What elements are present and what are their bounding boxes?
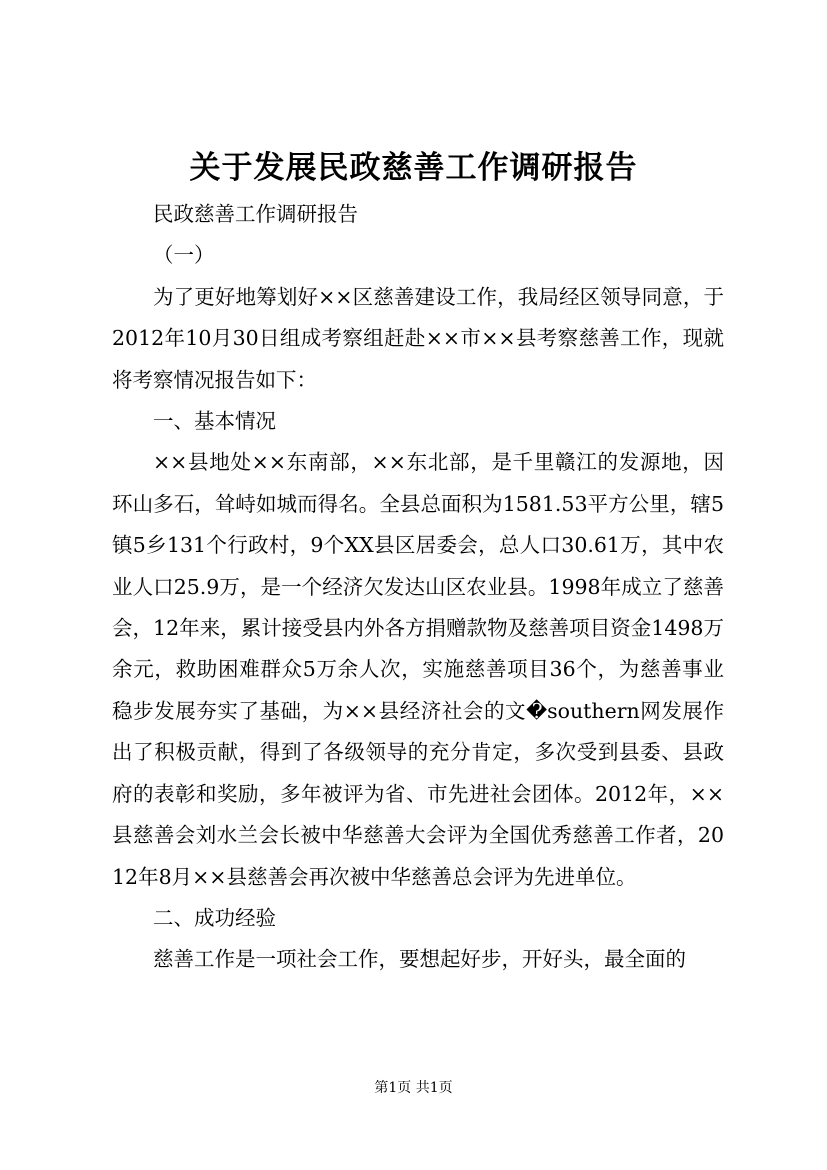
- heading-success-experience: 二、成功经验: [153, 905, 276, 930]
- document-title: 关于发展民政慈善工作调研报告: [189, 150, 638, 186]
- paragraph-basic-situation: ××县地处××东南部，××东北部，是千里赣江的发源地，因环山多石，耸峙如城而得名。全县总面积为1581.53平方公里，辖5镇5乡131个行政村，9个XX县区居委会，总人口30.61万，其中农业人口25.9万，是一个经济欠发达山区农业县。1998年成立了慈善会，12年来，累计接受县内外各方捐赠款物及慈善项目资金1498万余元，救助困难群众5万余人次，实施慈善项目36个，为慈善事业稳步发展夯实了基础，为××县经济社会的文�southern网发展作出了积极贡献，得到了各级领导的充分肯定，多次受到县委、县政府的表彰和奖励，多年被评为省、市先进社会团体。2012年，××县慈善会刘水兰会长被中华慈善大会评为全国优秀慈善工作者，2012年8月××县慈善会再次被中华慈善总会评为先进单位。: [112, 450, 724, 889]
- document-body: [112, 194, 724, 981]
- heading-basic-situation: 一、基本情况: [153, 409, 276, 434]
- paragraph-success-experience: 慈善工作是一项社会工作，要想起好步，开好头，最全面的: [153, 947, 686, 972]
- paragraph-section-number: （一）: [153, 243, 215, 268]
- paragraph-intro: 为了更好地筹划好××区慈善建设工作，我局经区领导同意，于2012年10月30日组成考察组赶赴××市××县考察慈善工作，现就将考察情况报告如下：: [112, 284, 724, 392]
- page-footer: 第1页 共1页: [374, 1080, 453, 1096]
- paragraph-subtitle: 民政慈善工作调研报告: [153, 202, 358, 226]
